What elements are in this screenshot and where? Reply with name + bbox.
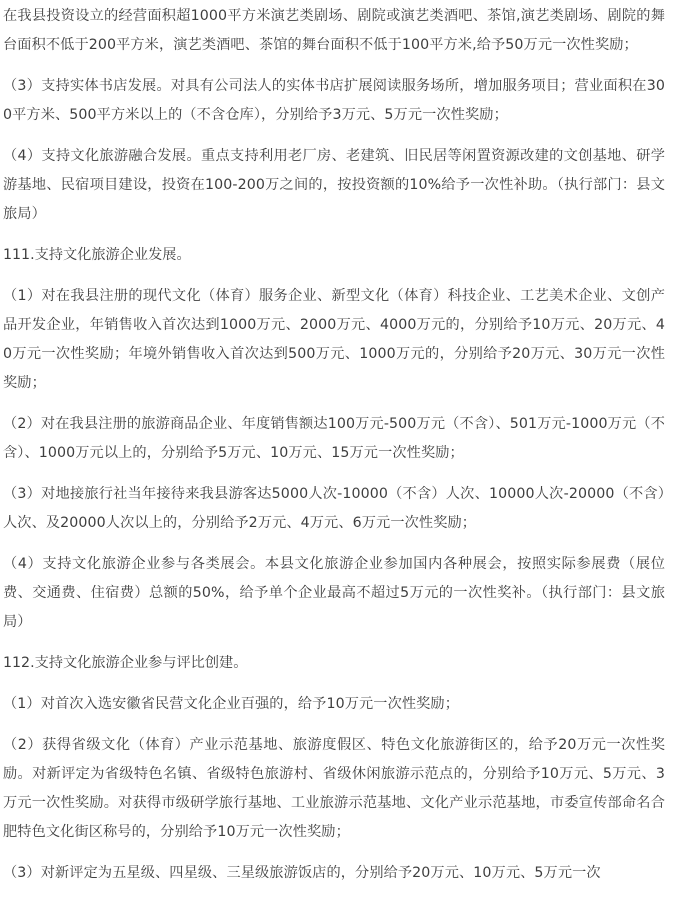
paragraph-star-hotel-reward: （3）对新评定为五星级、四星级、三星级旅游饭店的，分别给予20万元、10万元、5万元一次 <box>3 865 601 881</box>
paragraph-culture-tourism-integration: （4）支持文化旅游融合发展。重点支持利用老厂房、老建筑、旧民居等闲置资源改建的文创基地、研学游基地、民宿项目建设，投资在100-200万之间的，按投资额的10%给予一次性补助。（执行部门：县文旅局） <box>3 148 665 222</box>
paragraph-tourism-goods-reward: （2）对在我县注册的旅游商品企业、年度销售额达100万元-500万元（不含）、501万元-1000万元（不含）、1000万元以上的，分别给予5万元、10万元、15万元一次性奖励； <box>3 416 665 461</box>
paragraph-top100-reward: （1）对首次入选安徽省民营文化企业百强的，给予10万元一次性奖励； <box>3 696 460 712</box>
section-heading-112: 112.支持文化旅游企业参与评比创建。 <box>3 655 248 671</box>
paragraph-exhibition-subsidy: （4）支持文化旅游企业参与各类展会。本县文化旅游企业参加国内各种展会，按照实际参展费（展位费、交通费、住宿费）总额的50%，给予单个企业最高不超过5万元的一次性奖补。（执行部门：县文旅局） <box>3 556 665 630</box>
paragraph-bookstore-support: （3）支持实体书店发展。对具有公司法人的实体书店扩展阅读服务场所，增加服务项目；营业面积在300平方米、500平方米以上的（不含仓库），分别给予3万元、5万元一次性奖励； <box>3 78 665 123</box>
document-body <box>3 2 665 900</box>
paragraph-travel-agency-reward: （3）对地接旅行社当年接待来我县游客达5000人次-10000（不含）人次、10000人次-20000（不含）人次、及20000人次以上的，分别给予2万元、4万元、6万元一次性奖励； <box>3 486 665 531</box>
paragraph-enterprise-sales-reward: （1）对在我县注册的现代文化（体育）服务企业、新型文化（体育）科技企业、工艺美术企业、文创产品开发企业，年销售收入首次达到1000万元、2000万元、4000万元的，分别给予10万元、20万元、40万元一次性奖励；年境外销售收入首次达到500万元、1000万元的，分别给予20万元、30万元一次性奖励； <box>3 288 665 391</box>
paragraph-demonstration-base-reward: （2）获得省级文化（体育）产业示范基地、旅游度假区、特色文化旅游街区的，给予20万元一次性奖励。对新评定为省级特色名镇、省级特色旅游村、省级休闲旅游示范点的，分别给予10万元、5万元、3万元一次性奖励。对获得市级研学旅行基地、工业旅游示范基地、文化产业示范基地，市委宣传部命名合肥特色文化街区称号的，分别给予10万元一次性奖励； <box>3 737 665 840</box>
paragraph-performance-venue-reward: 在我县投资设立的经营面积超1000平方米演艺类剧场、剧院或演艺类酒吧、茶馆,演艺类剧场、剧院的舞台面积不低于200平方米，演艺类酒吧、茶馆的舞台面积不低于100平方米,给予50万元一次性奖励； <box>3 8 665 53</box>
section-heading-111: 111.支持文化旅游企业发展。 <box>3 247 191 263</box>
